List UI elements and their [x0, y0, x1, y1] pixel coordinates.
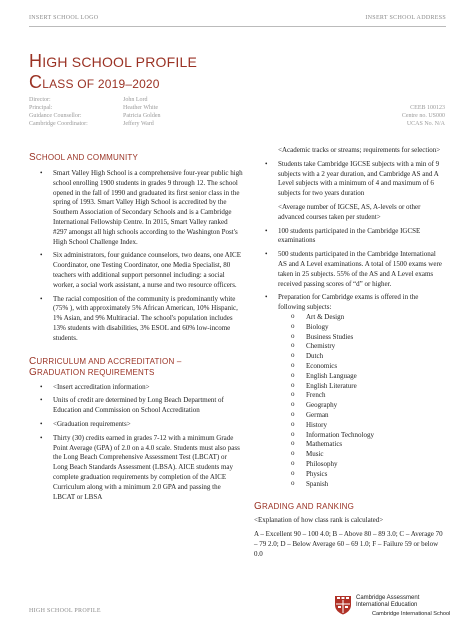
subject-item: o Economics	[278, 362, 446, 372]
subject-item: o Information Technology	[278, 431, 446, 441]
staff-name: Heather White	[123, 105, 159, 111]
curriculum-bullet: • <Graduation requirements>	[29, 420, 243, 430]
subject-item: o Spanish	[278, 480, 446, 490]
tracks-placeholder: <Academic tracks or streams; requirements for selection>	[278, 146, 441, 154]
heading-rest: CHOOL AND COMMUNITY	[35, 153, 139, 162]
section-heading-community	[29, 152, 243, 163]
subject-item: o Philosophy	[278, 460, 446, 470]
footer-title: HIGH SCHOOL PROFILE	[29, 608, 101, 614]
subject-item: o Geography	[278, 401, 446, 411]
cambridge-logo	[334, 593, 451, 619]
staff-name: Jeffery Ward	[123, 121, 154, 127]
page-subtitle	[29, 72, 160, 93]
subject-item: o Chemistry	[278, 342, 446, 352]
staff-row	[29, 112, 445, 120]
subject-item: o English Literature	[278, 382, 446, 392]
header-divider	[29, 26, 446, 27]
header-address-placeholder: INSERT SCHOOL ADDRESS	[365, 15, 446, 21]
cambridge-logo-line1: Cambridge Assessment	[356, 595, 420, 601]
curriculum-bullet: • Thirty (30) credits earned in grades 7-12 with a minimum Grade Point Average (GPA) of 2.0 on a 4.0 scale. Students must also pass the Long Beach Comprehensive Assessment Test (LBCAT) or Long Beach Standards Assessment (LBSA). AICE students may complete graduation requirements by completion of the AICE Curriculum along with a minimum 2.0 GPA and passing the LBCAT or LBSA	[29, 434, 243, 503]
left-column	[29, 152, 243, 506]
staff-row	[29, 104, 445, 112]
subject-item: o Business Studies	[278, 333, 446, 343]
heading-first-letter: G	[29, 366, 37, 378]
heading-first-letter: G	[254, 501, 262, 513]
exams-list-a	[254, 160, 446, 199]
subject-item: o German	[278, 411, 446, 421]
subject-item: o Biology	[278, 323, 446, 333]
exam-bullet	[254, 293, 446, 489]
section-heading-curriculum	[29, 356, 243, 367]
community-list	[29, 169, 243, 344]
cambridge-school-label: Cambridge International School	[372, 611, 451, 617]
subjects-list	[278, 313, 446, 489]
staff-role: Principal:	[29, 105, 53, 111]
heading-rest: RADUATION REQUIREMENTS	[36, 367, 155, 377]
cambridge-logo-line2: International Education	[356, 602, 418, 608]
subject-item: o Mathematics	[278, 440, 446, 450]
cambridge-shield-icon	[334, 595, 352, 615]
average-courses-placeholder: <Average number of IGCSE, AS, A-levels or other advanced courses taken per student>	[278, 202, 421, 221]
subject-item: o History	[278, 421, 446, 431]
subject-item: o Music	[278, 450, 446, 460]
heading-first-letter: C	[29, 355, 37, 367]
community-bullet: • Smart Valley High School is a comprehensive four-year public high school enrolling 1900 students in grades 9 through 12. The school opened in the fall of 1990 and graduated its first senior class in the spring of 1993. Smart Valley High School is accredited by the Southern Association of Secondary Schools and is a Cambridge International Fellowship Centre. In 2015, Smart Valley ranked #297 amongst all high schools according to the Washington Post's High School Challenge Index.	[29, 169, 243, 247]
page-title	[29, 51, 197, 72]
staff-code: CEEB 100123	[410, 105, 445, 111]
curriculum-list	[29, 383, 243, 503]
subject-item: o English Language	[278, 372, 446, 382]
exam-bullet: • Students take Cambridge IGCSE subjects with a min of 9 subjects with a 2 year duration, and Cambridge AS and A Level subjects with a minimum of 4 and maximum of 6 subjects for two years duration	[254, 160, 446, 199]
curriculum-bullet: • <Insert accreditation information>	[29, 383, 243, 393]
staff-role: Cambridge Coordinator:	[29, 121, 88, 127]
section-heading-grading	[254, 501, 446, 512]
staff-row	[29, 96, 445, 104]
curriculum-bullet: • Units of credit are determined by Long Beach Department of Education and Commission on School Accreditation	[29, 396, 243, 416]
subject-item: o Physics	[278, 470, 446, 480]
staff-role: Guidance Counsellor:	[29, 113, 82, 119]
staff-table	[29, 96, 445, 128]
title-rest: IGH SCHOOL PROFILE	[42, 54, 197, 70]
header-logo-placeholder: INSERT SCHOOL LOGO	[29, 15, 99, 21]
heading-first-letter: S	[29, 152, 36, 163]
staff-row	[29, 120, 445, 128]
grading-scale: A – Excellent 90 – 100 4.0; B – Above 80 – 89 3.0; C – Average 70 – 79 2.0; D – Below Average 60 – 69 1.0; F – Failure 59 or below 0.0	[254, 530, 443, 558]
class-rank-placeholder: <Explanation of how class rank is calculated>	[254, 516, 384, 525]
subjects-intro: Preparation for Cambridge exams is offered in the following subjects:	[278, 293, 419, 312]
staff-name: John Lord	[123, 97, 148, 103]
subject-item: o French	[278, 391, 446, 401]
community-bullet: • The racial composition of the community is predominantly white (75% ), with approximately 5% African American, 10% Hispanic, 1% Asian, and 9% Multiracial. The school's population includes 13% students with disabilities, 3% ESOL and 60% low-income students.	[29, 295, 243, 344]
exam-bullet: • 500 students participated in the Cambridge International AS and A Level examinations. A total of 1500 exams were taken in 25 subjects. 55% of the AS and A Level exams received passing scores of “d” or higher.	[254, 250, 446, 289]
title-first-letter: H	[29, 51, 43, 71]
section-heading-graduation	[29, 367, 243, 378]
staff-code: Centre no. US000	[401, 113, 445, 119]
heading-rest: RADING AND RANKING	[261, 502, 355, 512]
exams-list-b	[254, 227, 446, 490]
community-bullet: • Six administrators, four guidance counselors, two deans, one AICE Coordinator, one Testing Coordinator, one Media Specialist, 80 teachers with additional support personnel including: a social worker, a social work assistant, a nurse and two resource officers.	[29, 251, 243, 290]
subject-item: o Art & Design	[278, 313, 446, 323]
subtitle-first-letter: C	[29, 72, 43, 92]
subject-item: o Dutch	[278, 352, 446, 362]
subtitle-rest: LASS OF 2019–2020	[42, 77, 160, 91]
exam-bullet: • 100 students participated in the Cambridge IGCSE examinations	[254, 227, 446, 247]
staff-code: UCAS No. N/A	[406, 121, 445, 127]
staff-name: Patricia Golden	[123, 113, 161, 119]
heading-rest: URRICULUM AND ACCREDITATION –	[36, 356, 182, 366]
staff-role: Director:	[29, 97, 51, 103]
right-column	[254, 146, 446, 563]
